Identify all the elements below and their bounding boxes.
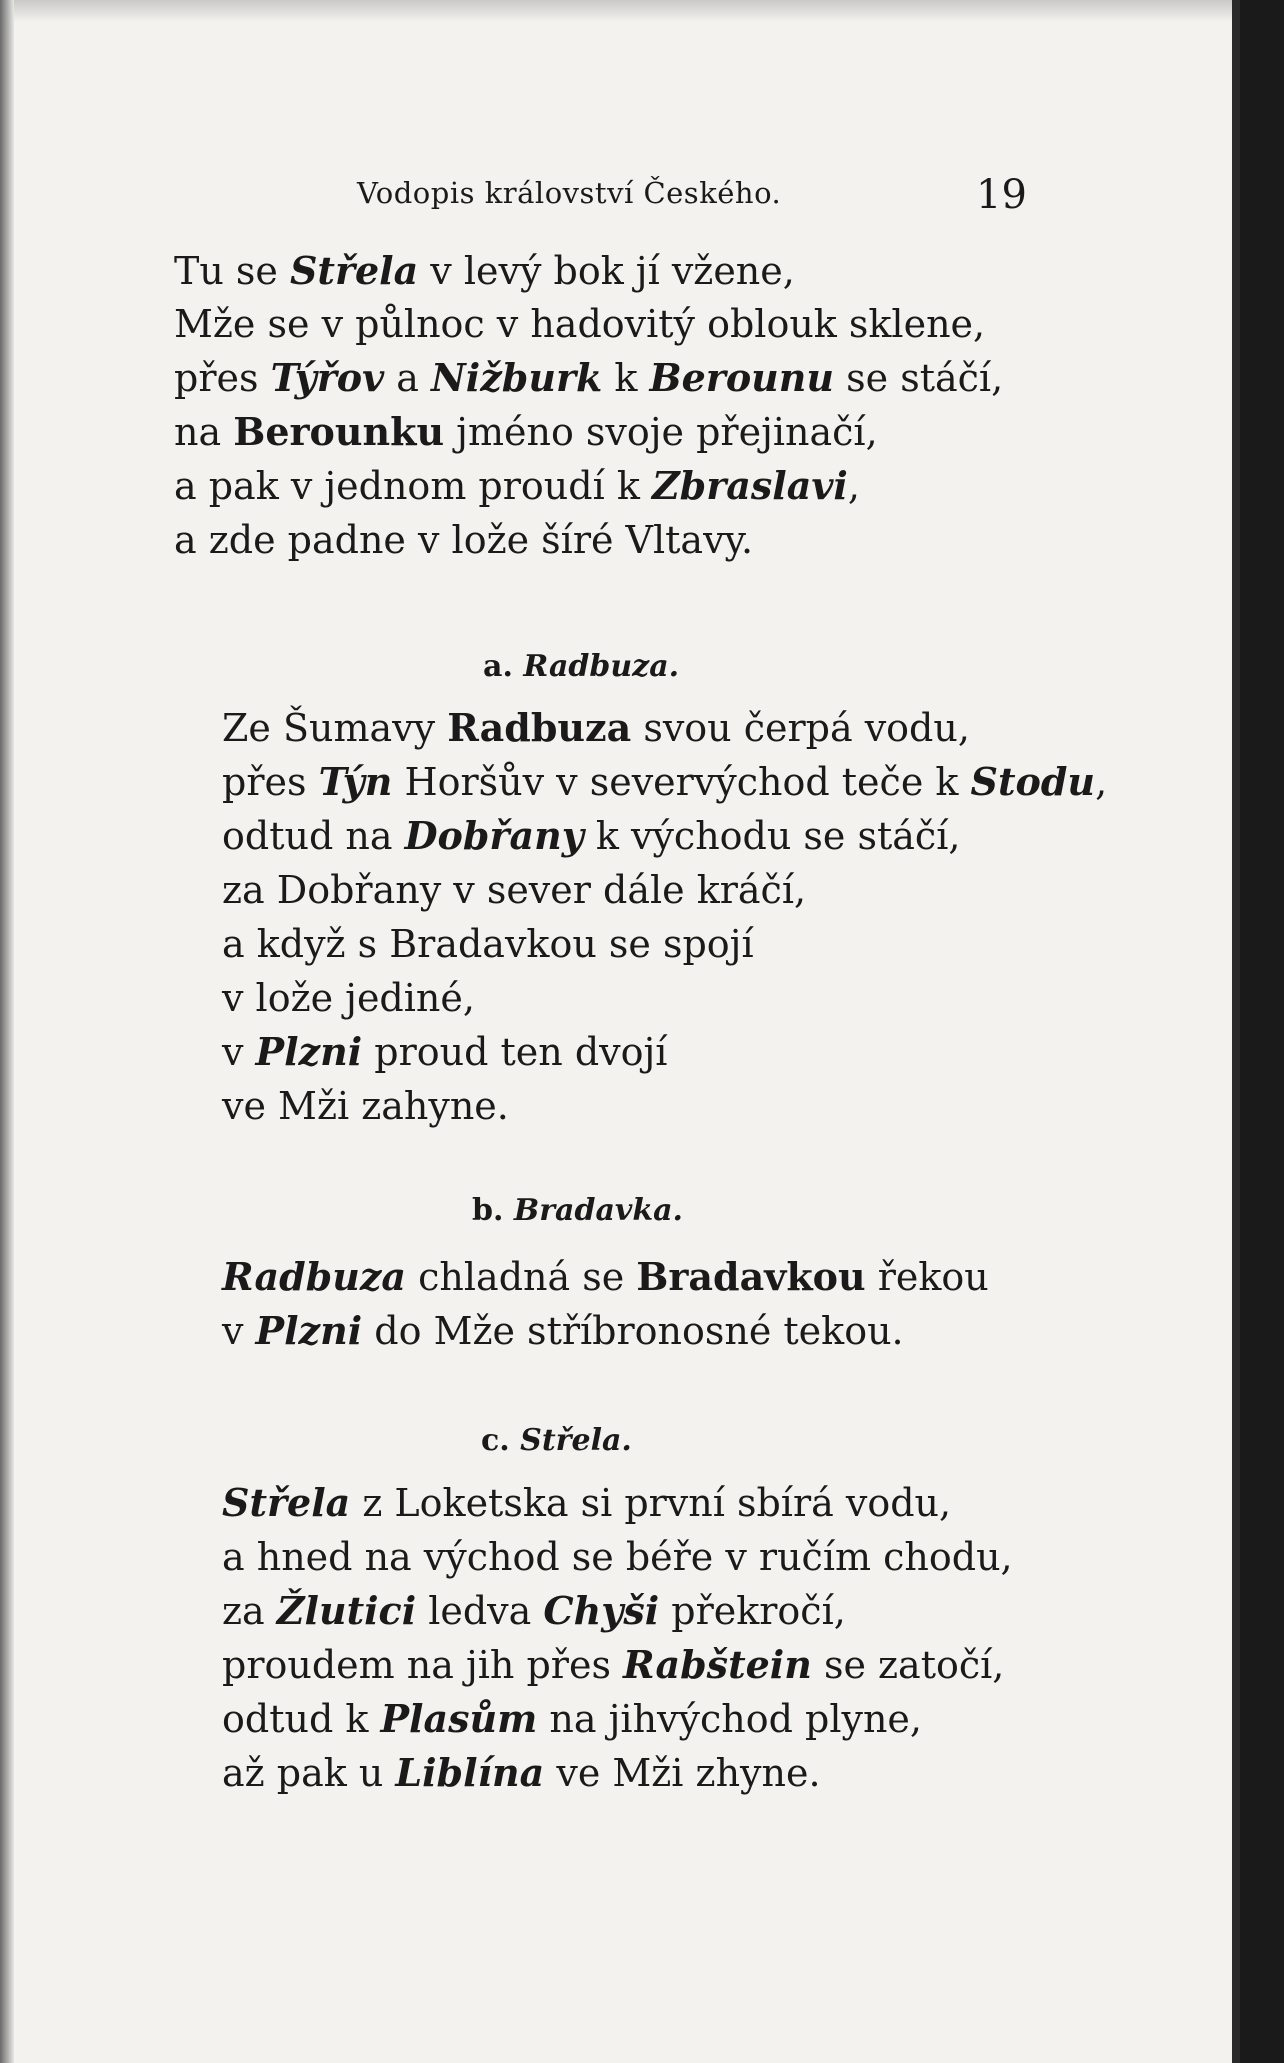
verse-segment: Tu se bbox=[174, 249, 290, 293]
section-heading bbox=[483, 649, 680, 684]
verse-segment: Týřov bbox=[270, 355, 385, 400]
verse-segment: řekou bbox=[865, 1255, 989, 1299]
verse-line bbox=[222, 1480, 952, 1525]
verse-segment: za Dobřany v sever dále kráčí, bbox=[222, 868, 807, 912]
heading-prefix: c. bbox=[481, 1423, 521, 1458]
verse-segment: ledva bbox=[416, 1589, 544, 1633]
verse-segment: v bbox=[222, 1030, 256, 1074]
verse-segment: jméno svoje přejinačí, bbox=[444, 410, 878, 454]
verse-segment: proud ten dvojí bbox=[362, 1030, 668, 1074]
verse-segment: v bbox=[222, 1309, 256, 1353]
heading-prefix: b. bbox=[472, 1193, 514, 1228]
verse-segment: Rabštein bbox=[623, 1642, 812, 1687]
section-heading bbox=[472, 1193, 683, 1228]
verse-line bbox=[222, 976, 475, 1020]
verse-line bbox=[222, 922, 754, 966]
verse-line bbox=[174, 248, 795, 293]
verse-line bbox=[222, 1308, 904, 1353]
verse-segment: chladná se bbox=[406, 1255, 637, 1299]
verse-segment: a pak v jednom proudí k bbox=[174, 464, 652, 508]
heading-prefix: a. bbox=[483, 649, 524, 684]
verse-segment: Horšův v severvýchod teče k bbox=[392, 760, 971, 804]
verse-segment: Liblína bbox=[395, 1750, 545, 1795]
verse-segment: k bbox=[602, 356, 650, 400]
verse-segment: do Mže stříbronosné tekou. bbox=[362, 1309, 904, 1353]
verse-segment: překročí, bbox=[659, 1589, 846, 1633]
verse-segment: , bbox=[847, 464, 860, 508]
verse-segment: z Loketska si první sbírá vodu, bbox=[350, 1481, 952, 1525]
verse-segment: Plzni bbox=[255, 1308, 363, 1353]
verse-segment: přes bbox=[174, 356, 271, 400]
heading-title: Radbuza. bbox=[523, 649, 680, 684]
verse-segment: k východu se stáčí, bbox=[583, 814, 961, 858]
verse-line bbox=[222, 1696, 923, 1741]
verse-segment: Berounu bbox=[649, 355, 835, 400]
verse-segment: Týn bbox=[318, 759, 393, 804]
verse-line bbox=[222, 759, 1108, 804]
page-left-edge bbox=[0, 0, 14, 2063]
heading-title: Bradavka. bbox=[513, 1193, 683, 1228]
verse-segment: Nižburk bbox=[431, 355, 603, 400]
verse-line bbox=[174, 518, 754, 562]
verse-segment: a zde padne v lože šíré Vltavy. bbox=[174, 518, 754, 562]
verse-segment: Stodu bbox=[970, 759, 1096, 804]
verse-segment: na bbox=[174, 410, 234, 454]
verse-segment: Mže se v půlnoc v hadovitý oblouk sklene, bbox=[174, 302, 986, 346]
page-number: 19 bbox=[976, 172, 1027, 218]
verse-segment: Zbraslavi bbox=[651, 463, 848, 508]
verse-segment: Ze Šumavy bbox=[222, 706, 448, 750]
verse-segment: Dobřany bbox=[404, 813, 584, 858]
verse-line bbox=[222, 1535, 1013, 1579]
verse-line bbox=[222, 1642, 1005, 1687]
verse-segment: Střela bbox=[289, 248, 419, 293]
verse-segment: proudem na jih přes bbox=[222, 1643, 624, 1687]
verse-line bbox=[222, 1750, 821, 1795]
verse-segment: Bradavkou bbox=[636, 1254, 866, 1299]
verse-line bbox=[174, 302, 986, 346]
heading-title: Střela. bbox=[520, 1423, 632, 1458]
verse-segment: svou čerpá vodu, bbox=[631, 706, 970, 750]
page-top-edge bbox=[0, 0, 1232, 22]
verse-segment: Střela bbox=[222, 1480, 351, 1525]
verse-segment: Berounku bbox=[233, 409, 445, 454]
running-title: Vodopis království Českého. bbox=[357, 176, 782, 210]
verse-segment: v levý bok jí vžene, bbox=[418, 249, 795, 293]
verse-line bbox=[222, 1254, 989, 1299]
verse-segment: odtud k bbox=[222, 1697, 381, 1741]
verse-segment: se stáčí, bbox=[834, 356, 1004, 400]
verse-line bbox=[174, 409, 878, 454]
verse-segment: a hned na východ se béře v ručím chodu, bbox=[222, 1535, 1013, 1579]
verse-line bbox=[222, 1588, 846, 1633]
verse-line bbox=[222, 705, 970, 750]
verse-segment: až pak u bbox=[222, 1751, 396, 1795]
verse-segment: za bbox=[222, 1589, 277, 1633]
verse-segment: a když s Bradavkou se spojí bbox=[222, 922, 754, 966]
verse-segment: přes bbox=[222, 760, 319, 804]
verse-segment: Radbuza bbox=[222, 1254, 407, 1299]
verse-segment: ve Mži zhyne. bbox=[544, 1751, 821, 1795]
verse-line bbox=[174, 463, 860, 508]
verse-segment: a bbox=[384, 356, 432, 400]
verse-segment: v lože jediné, bbox=[222, 976, 475, 1020]
verse-segment: odtud na bbox=[222, 814, 405, 858]
verse-segment: Žlutici bbox=[276, 1588, 417, 1633]
verse-segment: na jihvýchod plyne, bbox=[537, 1697, 923, 1741]
verse-line bbox=[222, 1084, 509, 1128]
verse-segment: , bbox=[1095, 760, 1108, 804]
section-heading bbox=[481, 1423, 632, 1458]
verse-segment: se zatočí, bbox=[811, 1643, 1005, 1687]
verse-segment: Chyši bbox=[543, 1588, 660, 1633]
verse-segment: ve Mži zahyne. bbox=[222, 1084, 509, 1128]
verse-segment: Plzni bbox=[255, 1029, 363, 1074]
page-header bbox=[0, 172, 1240, 218]
verse-line bbox=[222, 813, 961, 858]
verse-line bbox=[174, 355, 1004, 400]
verse-line bbox=[222, 1029, 668, 1074]
verse-segment: Plasům bbox=[380, 1696, 538, 1741]
verse-line bbox=[222, 868, 807, 912]
verse-segment: Radbuza bbox=[447, 705, 632, 750]
